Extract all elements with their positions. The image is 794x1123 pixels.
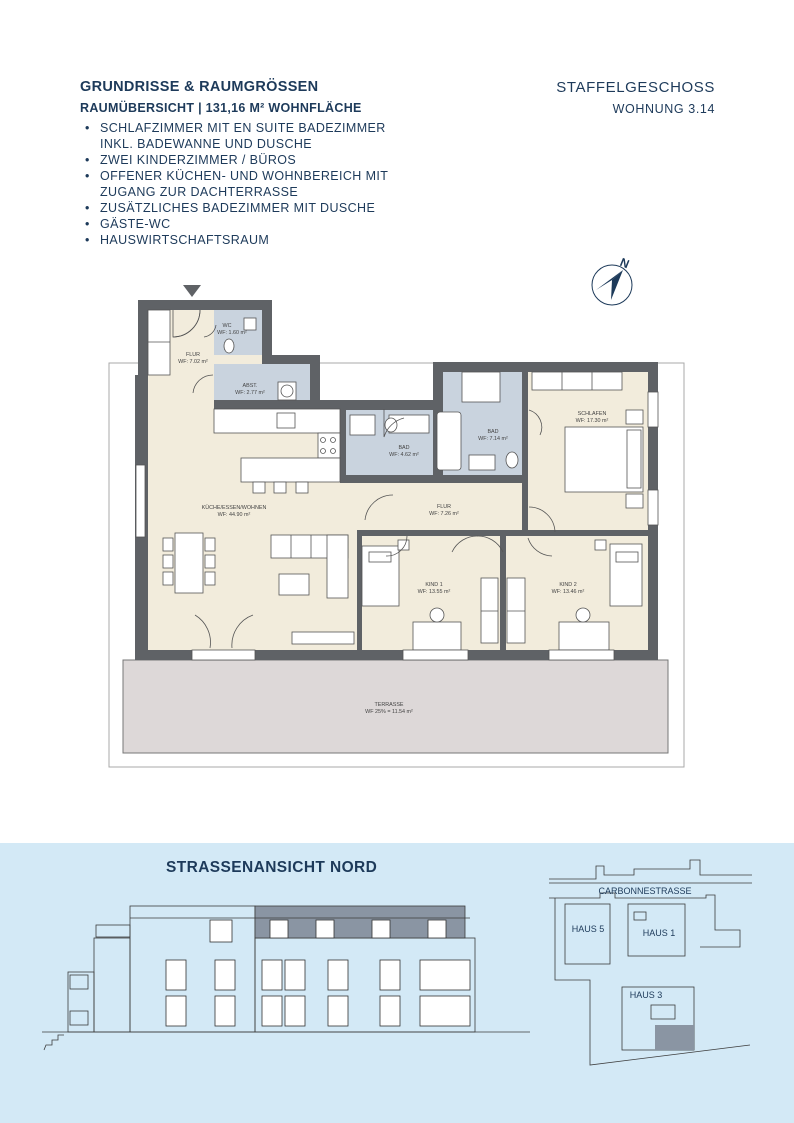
feature-item: INKL. BADEWANNE UND DUSCHE [100, 137, 313, 151]
room-name: BAD [487, 429, 499, 435]
room-area: WF: 4.62 m² [389, 452, 419, 458]
room-name: TERRASSE [374, 702, 404, 708]
floor-label: STAFFELGESCHOSS [556, 79, 715, 96]
elevation-title: STRASSENANSICHT NORD [166, 859, 378, 876]
haus3-label: HAUS 3 [629, 990, 663, 1000]
unit-label: WOHNUNG 3.14 [612, 102, 715, 116]
room-name: KIND 2 [559, 582, 577, 588]
haus5-label: HAUS 5 [571, 924, 605, 934]
room-area: WF: 17.30 m² [575, 418, 609, 424]
feature-item: • HAUSWIRTSCHAFTSRAUM [80, 232, 388, 248]
site-plan [545, 858, 755, 1108]
room-area: WF: 2.77 m² [235, 390, 265, 396]
room-name: BAD [398, 445, 410, 451]
room-name: KÜCHE/ESSEN/WOHNEN [201, 505, 267, 511]
feature-item: • GÄSTE-WC [80, 216, 388, 232]
room-name: WC [222, 323, 232, 329]
room-name: ABST. [242, 383, 258, 389]
page-subtitle: RAUMÜBERSICHT | 131,16 M² WOHNFLÄCHE [80, 101, 362, 115]
feature-item: • ZUSÄTZLICHES BADEZIMMER MIT DUSCHE [80, 200, 388, 216]
room-name: KIND 1 [425, 582, 443, 588]
haus1-label: HAUS 1 [642, 928, 676, 938]
room-name: SCHLAFEN [577, 411, 607, 417]
feature-item: • ZWEI KINDERZIMMER / BÜROS [80, 152, 388, 168]
room-area: WF: 13.55 m² [417, 589, 451, 595]
room-area: WF: 7.14 m² [478, 436, 508, 442]
room-area: WF 25% = 11.54 m² [365, 709, 413, 715]
entrance-arrow-icon [183, 285, 201, 297]
room-area: WF: 7.26 m² [429, 511, 459, 517]
room-area: WF: 44.90 m² [217, 512, 251, 518]
unit-highlight [655, 1025, 694, 1050]
room-name: FLUR [436, 504, 452, 510]
room-area: WF: 13.46 m² [551, 589, 585, 595]
room-name: FLUR [185, 352, 201, 358]
feature-list [80, 120, 388, 248]
room-area: WF: 7.02 m² [178, 359, 208, 365]
street-elevation-drawing [40, 888, 540, 1058]
floor-plan [105, 250, 690, 770]
street-label: CARBONNESTRASSE [598, 886, 692, 896]
page-title: GRUNDRISSE & RAUMGRÖSSEN [80, 79, 319, 95]
room-area: WF: 1.60 m² [217, 330, 247, 336]
feature-item: • OFFENER KÜCHEN- UND WOHNBEREICH MIT [80, 168, 388, 184]
compass-north-label: N [618, 255, 632, 272]
feature-item: ZUGANG ZUR DACHTERRASSE [100, 185, 299, 199]
feature-item: • SCHLAFZIMMER MIT EN SUITE BADEZIMMER [80, 120, 388, 136]
